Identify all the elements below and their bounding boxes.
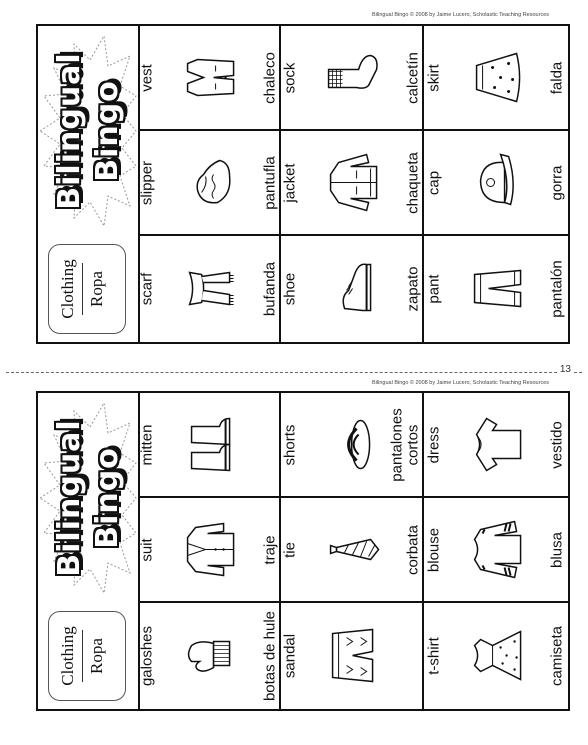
title-bilingual: Bilingual [52, 419, 87, 577]
word-spanish: blusa [548, 531, 566, 568]
word-english: cap [425, 170, 443, 195]
dress-icon [470, 626, 524, 686]
card-header [38, 26, 140, 342]
word-english: vest [138, 63, 155, 92]
category-divider [82, 630, 83, 682]
category-divider [82, 263, 83, 315]
word-spanish: pantufla [261, 155, 278, 210]
title-bingo: Bingo [90, 447, 125, 549]
blouse-icon [470, 520, 524, 580]
word-spanish: pantalón [548, 260, 566, 318]
category-tag-area [38, 236, 138, 342]
title-bingo: Bingo [90, 80, 125, 182]
bingo-cell[interactable] [424, 26, 568, 131]
galoshes-icon [183, 415, 237, 475]
shoe-icon [326, 259, 380, 319]
sock-icon [326, 48, 380, 108]
suit-icon [183, 520, 237, 580]
slipper-icon [183, 153, 237, 213]
word-spanish: pantalones cortos [388, 407, 421, 482]
word-english: mitten [138, 424, 155, 465]
bingo-card-top [36, 24, 570, 344]
bingo-cell[interactable] [281, 393, 424, 498]
bingo-cell[interactable] [424, 236, 568, 342]
bingo-cell[interactable] [138, 393, 281, 498]
word-english: blouse [425, 527, 443, 572]
word-spanish: chaqueta [404, 151, 421, 214]
bingo-cell[interactable] [281, 603, 424, 709]
word-english: skirt [425, 63, 443, 92]
bingo-cell[interactable] [281, 498, 424, 603]
word-spanish: traje [261, 534, 278, 565]
bingo-cell[interactable] [424, 393, 568, 498]
bingo-cell[interactable] [138, 131, 281, 236]
category-tag [48, 244, 126, 334]
word-spanish: falda [548, 61, 566, 94]
word-spanish: camiseta [548, 625, 566, 687]
word-english: tie [281, 541, 298, 558]
bingo-cell[interactable] [281, 131, 424, 236]
bingo-cell[interactable] [281, 236, 424, 342]
word-english: t-shirt [425, 637, 443, 675]
bingo-cell[interactable] [424, 131, 568, 236]
skirt-icon [470, 48, 524, 108]
word-english: shorts [281, 424, 298, 465]
word-spanish: calcetín [404, 51, 421, 104]
word-spanish: botas de hule [261, 610, 278, 702]
bingo-cell[interactable] [424, 603, 568, 709]
jacket-icon [326, 153, 380, 213]
bingo-cell[interactable] [138, 236, 281, 342]
bingo-cell[interactable] [281, 26, 424, 131]
word-spanish: vestido [548, 420, 566, 469]
word-english: pant [425, 274, 443, 304]
word-spanish: chaleco [261, 51, 278, 104]
word-english: sandal [281, 633, 298, 679]
category-tag [48, 611, 126, 701]
copyright-top: Bilingual Bingo © 2008 by Jaime Lucero, Scholastic Teaching Resources [372, 12, 549, 18]
bingo-card-bottom [36, 391, 570, 711]
mitten-icon [183, 626, 237, 686]
word-spanish: gorra [548, 164, 566, 201]
cut-line [6, 372, 582, 373]
word-english: slipper [138, 160, 155, 205]
word-spanish: bufanda [261, 261, 278, 317]
title-bilingual: Bilingual [52, 52, 87, 210]
pants-icon [470, 259, 524, 319]
category-english: Clothing [58, 259, 77, 319]
scarf-icon [183, 259, 237, 319]
word-spanish: zapato [404, 266, 421, 312]
category-english: Clothing [58, 626, 77, 686]
category-spanish: Ropa [87, 638, 106, 674]
bingo-cell[interactable] [138, 498, 281, 603]
word-english: sock [281, 62, 298, 93]
category-spanish: Ropa [87, 271, 106, 307]
vest-icon [183, 48, 237, 108]
tie-icon [326, 520, 380, 580]
card-header [38, 393, 140, 709]
tshirt-icon [470, 415, 524, 475]
word-english: scarf [138, 272, 155, 306]
copyright-bottom: Bilingual Bingo © 2008 by Jaime Lucero, Scholastic Teaching Resources [372, 380, 549, 386]
shorts-icon [326, 626, 380, 686]
bingo-grid [138, 393, 568, 709]
word-english: galoshes [138, 625, 155, 687]
word-english: jacket [281, 162, 298, 203]
word-english: dress [425, 426, 443, 463]
cap-icon [470, 153, 524, 213]
bingo-cell[interactable] [424, 498, 568, 603]
title-area [38, 393, 138, 603]
word-spanish: corbata [404, 524, 421, 575]
word-english: shoe [281, 272, 298, 306]
category-tag-area [38, 603, 138, 709]
sandal-icon [326, 415, 380, 475]
title-area [38, 26, 138, 236]
bingo-grid [138, 26, 568, 342]
bingo-cell[interactable] [138, 26, 281, 131]
page-number: 13 [557, 364, 574, 375]
word-english: suit [138, 537, 155, 562]
bingo-cell[interactable] [138, 603, 281, 709]
